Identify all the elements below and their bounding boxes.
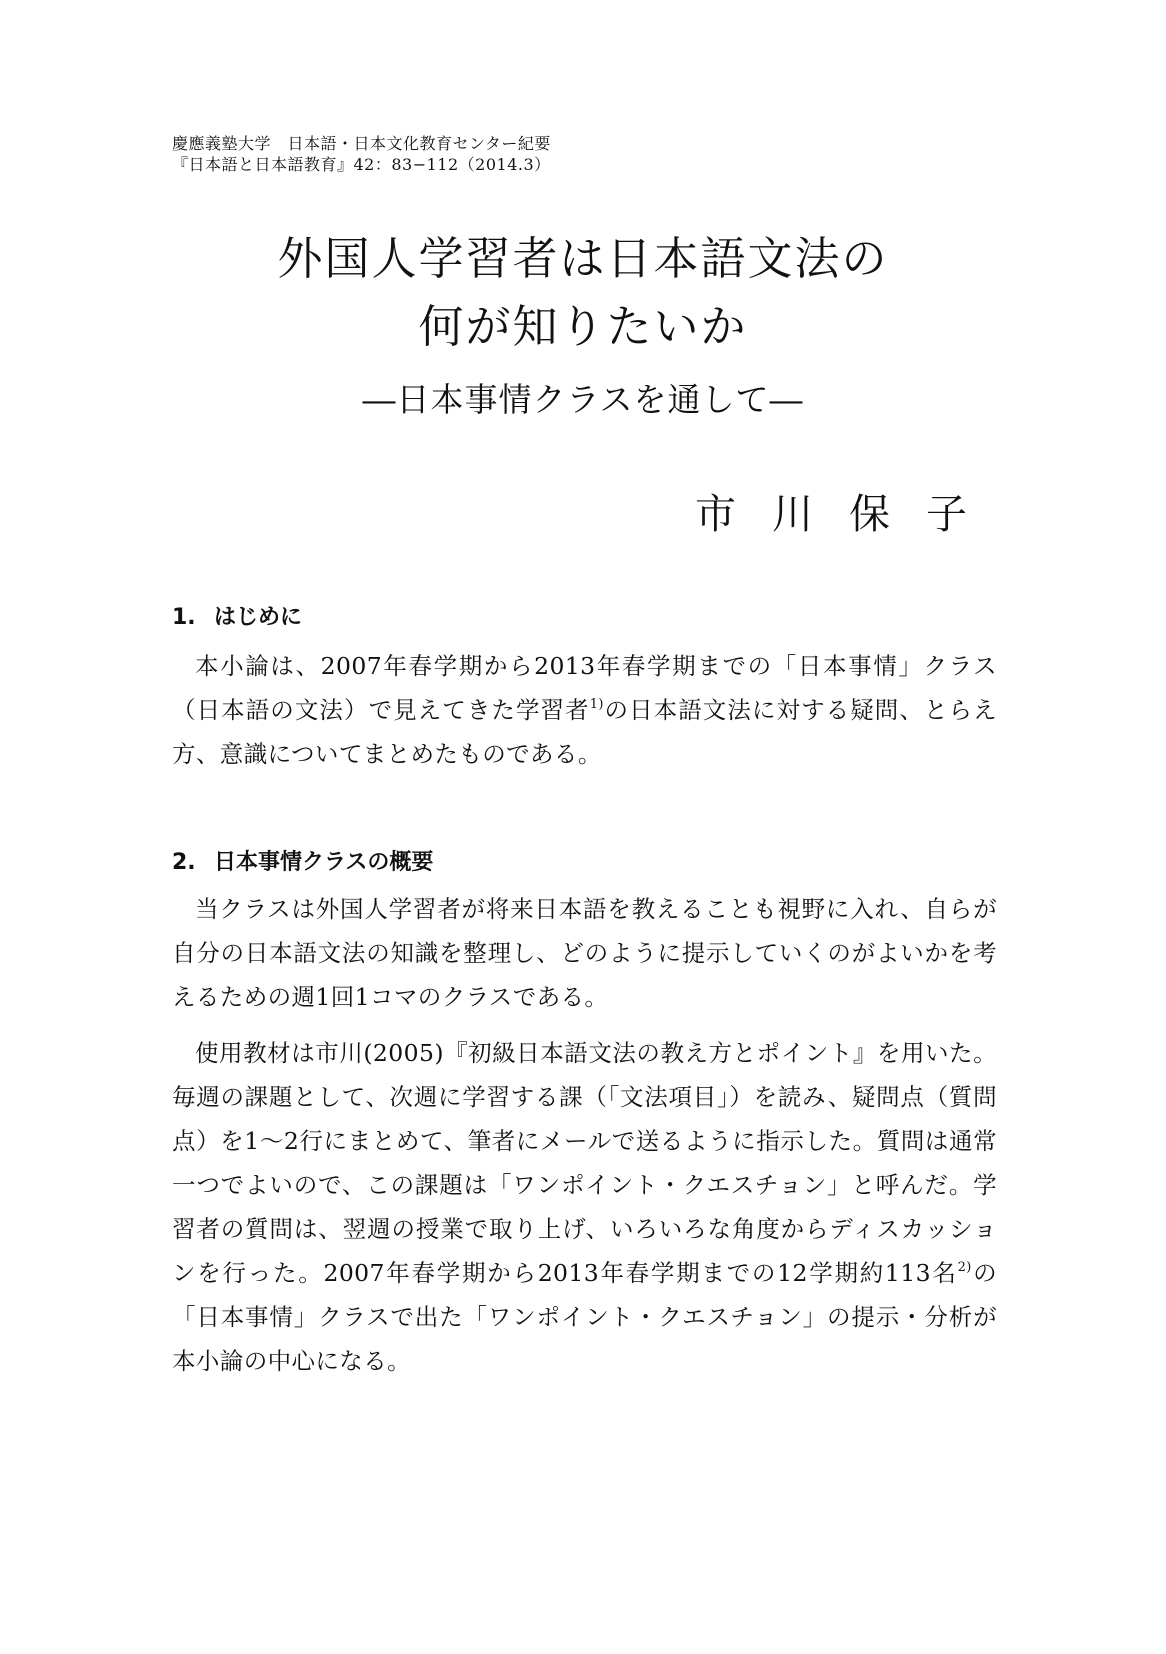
- journal-header: [172, 133, 551, 175]
- body-paragraph: [172, 644, 997, 776]
- paper-title-line-1: 外国人学習者は日本語文法の: [277, 232, 889, 285]
- journal-header-line-1: 慶應義塾大学 日本語・日本文化教育センター紀要: [172, 134, 551, 153]
- body-paragraph: 当クラスは外国人学習者が将来日本語を教えることも視野に入れ、自らが自分の日本語文法の知識を整理し、どのように提示していくのがよいかを考えるための週1回1コマのクラスである。: [172, 895, 997, 1011]
- footnote-marker: 1): [589, 697, 604, 712]
- paragraph-text: の日本語文法に対する疑問、とらえ方、意識についてまとめたものである。: [172, 696, 997, 768]
- paragraph-text: 使用教材は市川(2005)『初級日本語文法の教え方とポイント』を用いた。毎週の課題として、次週に学習する課（「文法項目」）を読み、疑問点（質問点）を1〜2行にまとめて、筆者にメールで送るように指示した。質問は通常一つでよいので、この課題は「ワンポイント・クエスチョン」と呼んだ。学習者の質問は、翌週の授業で取り上げ、いろいろな角度からディスカッションを行った。2007年春学期から2013年春学期までの12学期約113名: [172, 1039, 997, 1287]
- paper-title: [0, 225, 1166, 361]
- paragraph-text: 本小論は、2007年春学期から2013年春学期までの「日本事情」クラス（日本語の文法）で見えてきた学習者: [172, 652, 997, 724]
- journal-header-line-2: 『日本語と日本語教育』42：83−112（2014.3）: [172, 155, 551, 174]
- paper-title-line-2: 何が知りたいか: [418, 300, 748, 353]
- section-heading: [172, 848, 433, 878]
- body-paragraph: [172, 1031, 997, 1383]
- section-heading: [172, 603, 302, 633]
- section-number: 2.: [172, 850, 196, 875]
- paragraph-text: の「日本事情」クラスで出た「ワンポイント・クエスチョン」の提示・分析が本小論の中心になる。: [172, 1259, 997, 1375]
- footnote-marker: 2): [957, 1260, 972, 1275]
- section-title: はじめに: [214, 605, 303, 630]
- section-number: 1.: [172, 605, 196, 630]
- author-name: 市川保子: [695, 490, 1003, 538]
- paper-subtitle: ―日本事情クラスを通して―: [362, 380, 804, 419]
- section-title: 日本事情クラスの概要: [214, 850, 434, 875]
